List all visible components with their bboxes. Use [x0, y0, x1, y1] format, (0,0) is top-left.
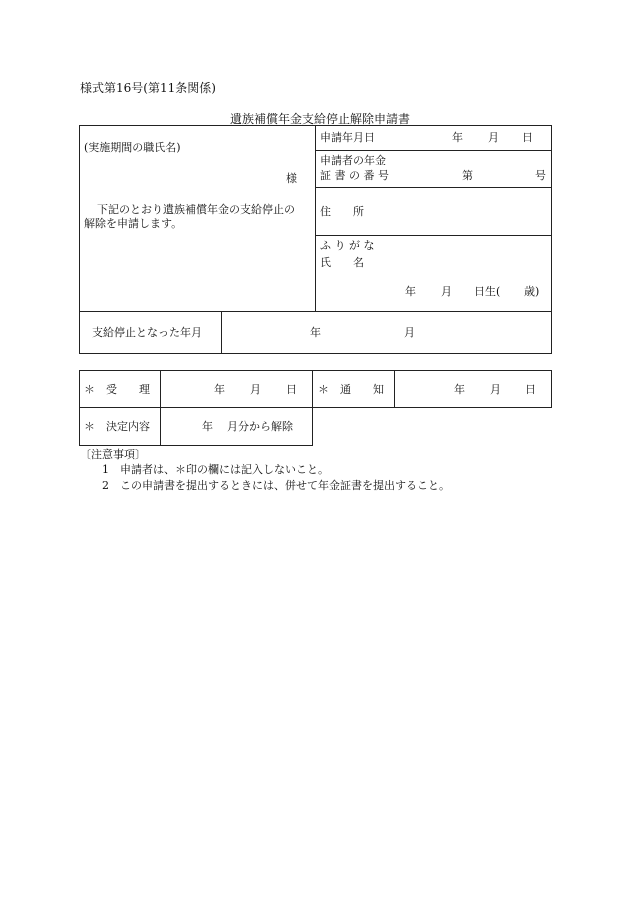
- certificate-label-line2: 証 書 の 番 号: [320, 169, 389, 182]
- row-divider: [79, 445, 313, 446]
- row-divider: [315, 235, 552, 236]
- receipt-month: 月: [250, 383, 261, 396]
- age-suffix: 歳): [524, 285, 540, 298]
- certificate-label-line1: 申請者の年金: [320, 154, 386, 167]
- birth-year: 年: [405, 285, 416, 298]
- application-date-label: 申請年月日: [320, 131, 375, 144]
- note-item: 1 申請者は、＊印の欄には記入しないこと。: [102, 463, 329, 476]
- certificate-dai: 第: [462, 169, 473, 182]
- row-divider: [315, 150, 552, 151]
- notice-year: 年: [454, 383, 465, 396]
- column-divider: [221, 311, 222, 354]
- column-divider: [394, 370, 395, 408]
- notice-month: 月: [490, 383, 501, 396]
- row-divider: [315, 187, 552, 188]
- receipt-year: 年: [214, 383, 225, 396]
- notice-label: ＊ 通 知: [318, 383, 384, 396]
- honorific: 様: [286, 172, 297, 185]
- suspension-year: 年: [310, 326, 321, 339]
- suspension-label: 支給停止となった年月: [92, 326, 202, 339]
- column-divider: [312, 370, 313, 446]
- column-divider: [160, 370, 161, 446]
- furigana-label: ふ り が な: [320, 239, 375, 252]
- column-divider: [315, 125, 316, 312]
- receipt-label: ＊ 受 理: [84, 383, 150, 396]
- address-label: 住 所: [320, 205, 364, 218]
- birth-month: 月: [441, 285, 452, 298]
- row-divider: [79, 311, 552, 312]
- name-label: 氏 名: [320, 256, 364, 269]
- official-title-label: (実施期間の職氏名): [84, 141, 181, 154]
- application-date-day: 日: [522, 131, 533, 144]
- suspension-month: 月: [404, 326, 415, 339]
- form-number: 様式第16号(第11条関係): [80, 81, 216, 95]
- receipt-day: 日: [286, 383, 297, 396]
- request-text-line2: 解除を申請します。: [84, 217, 183, 230]
- notice-day: 日: [525, 383, 536, 396]
- decision-text: 月分から解除: [227, 420, 293, 433]
- request-text-line1: 下記のとおり遺族補償年金の支給停止の: [97, 203, 295, 216]
- column-divider: [79, 407, 80, 446]
- certificate-go: 号: [535, 169, 546, 182]
- decision-year: 年: [202, 420, 213, 433]
- note-item: 2 この申請書を提出するときには、併せて年金証書を提出すること。: [102, 479, 450, 492]
- application-date-month: 月: [488, 131, 499, 144]
- application-date-year: 年: [452, 131, 463, 144]
- form-title: 遺族補償年金支給停止解除申請書: [230, 112, 411, 126]
- notes-heading: 〔注意事項〕: [80, 448, 146, 461]
- birth-day: 日生(: [474, 285, 501, 298]
- decision-label: ＊ 決定内容: [84, 420, 150, 433]
